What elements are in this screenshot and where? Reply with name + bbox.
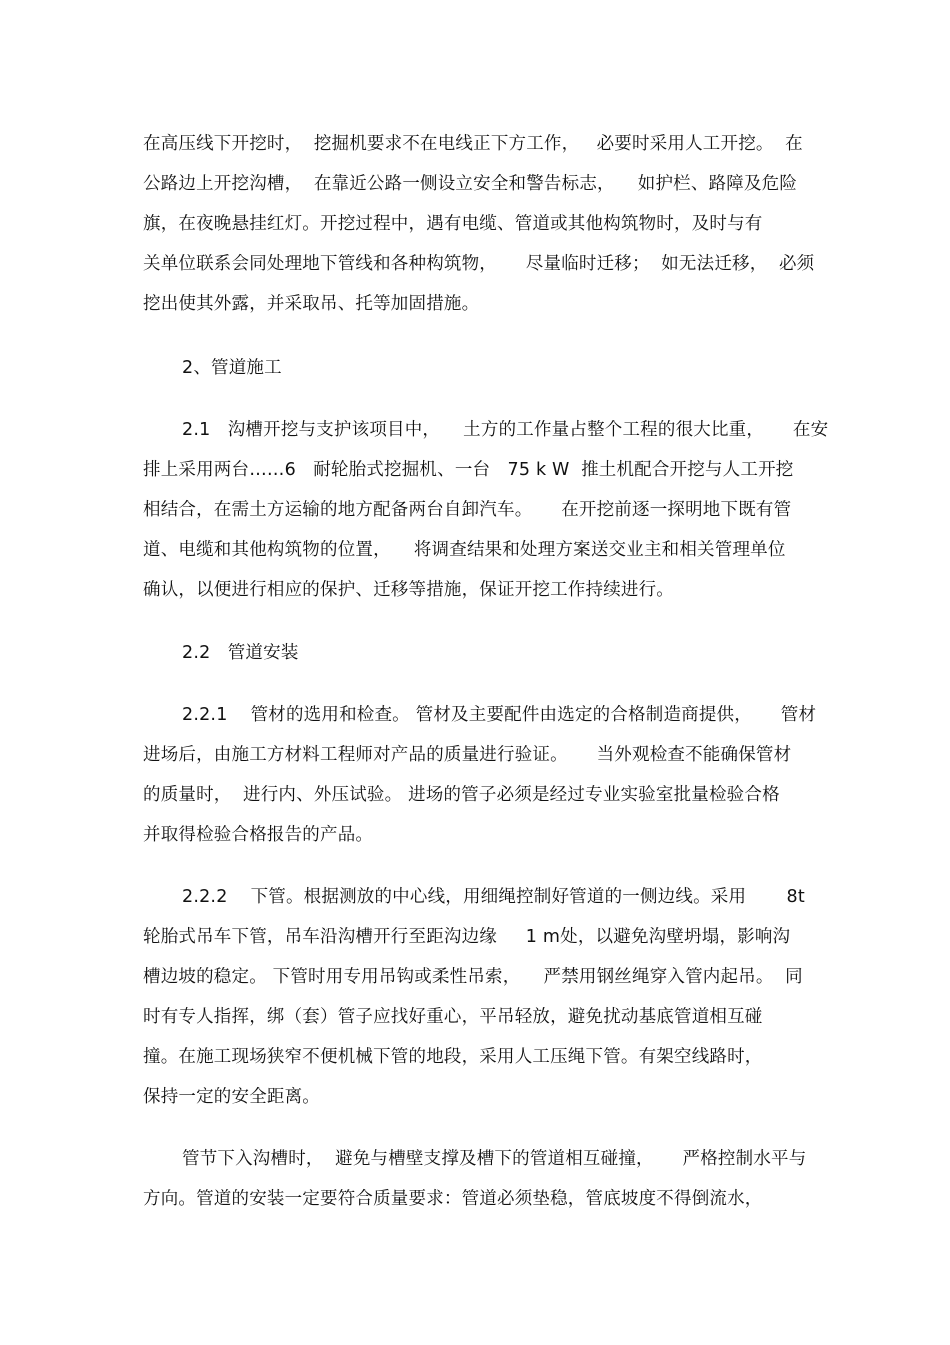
text-line: 道、电缆和其他构筑物的位置， 将调查结果和处理方案送交业主和相关管理单位	[143, 540, 786, 560]
text-line: 在高压线下开挖时， 挖掘机要求不在电线正下方工作， 必要时采用人工开挖。 在	[143, 134, 803, 154]
text-line: 旗，在夜晚悬挂红灯。开挖过程中，遇有电缆、管道或其他构筑物时，及时与有	[143, 214, 763, 234]
text-line: 并取得检验合格报告的产品。	[143, 825, 374, 845]
text-line: 2.2.2 下管。根据测放的中心线，用细绳控制好管道的一侧边线。采用 8t	[182, 887, 805, 907]
text-line: 时有专人指挥，绑（套）管子应找好重心，平吊轻放，避免扰动基底管道相互碰	[143, 1007, 763, 1027]
text-line: 公路边上开挖沟槽， 在靠近公路一侧设立安全和警告标志， 如护栏、路障及危险	[143, 174, 798, 194]
subsection-heading: 2.2 管道安装	[182, 643, 299, 663]
text-line: 槽边坡的稳定。 下管时用专用吊钩或柔性吊索， 严禁用钢丝绳穿入管内起吊。 同	[143, 967, 803, 987]
text-line: 确认，以便进行相应的保护、迁移等措施，保证开挖工作持续进行。	[143, 580, 674, 600]
text-line: 进场后，由施工方材料工程师对产品的质量进行验证。 当外观检查不能确保管材	[143, 745, 792, 765]
text-line: 保持一定的安全距离。	[143, 1087, 320, 1107]
text-line: 撞。在施工现场狭窄不便机械下管的地段，采用人工压绳下管。有架空线路时，	[143, 1047, 763, 1067]
text-line: 挖出使其外露，并采取吊、托等加固措施。	[143, 294, 480, 314]
text-line: 的质量时， 进行内、外压试验。 进场的管子必须是经过专业实验室批量检验合格	[143, 785, 780, 805]
text-line: 轮胎式吊车下管，吊车沿沟槽开行至距沟边缘 1 m处，以避免沟壁坍塌，影响沟	[143, 927, 791, 947]
text-line: 方向。管道的安装一定要符合质量要求：管道必须垫稳，管底坡度不得倒流水，	[143, 1189, 763, 1209]
text-line: 相结合，在需土方运输的地方配备两台自卸汽车。 在开挖前逐一探明地下既有管	[143, 500, 792, 520]
text-line: 2.1 沟槽开挖与支护该项目中， 土方的工作量占整个工程的很大比重， 在安	[182, 420, 829, 440]
text-line: 关单位联系会同处理地下管线和各种构筑物， 尽量临时迁移； 如无法迁移， 必须	[143, 254, 815, 274]
text-line: 管节下入沟槽时， 避免与槽壁支撑及槽下的管道相互碰撞， 严格控制水平与	[182, 1149, 807, 1169]
text-line: 2.2.1 管材的选用和检查。 管材及主要配件由选定的合格制造商提供， 管材	[182, 705, 817, 725]
section-heading: 2、管道施工	[182, 358, 282, 378]
text-line: 排上采用两台……6 耐轮胎式挖掘机、一台 75 k W 推土机配合开挖与人工开挖	[143, 460, 794, 480]
